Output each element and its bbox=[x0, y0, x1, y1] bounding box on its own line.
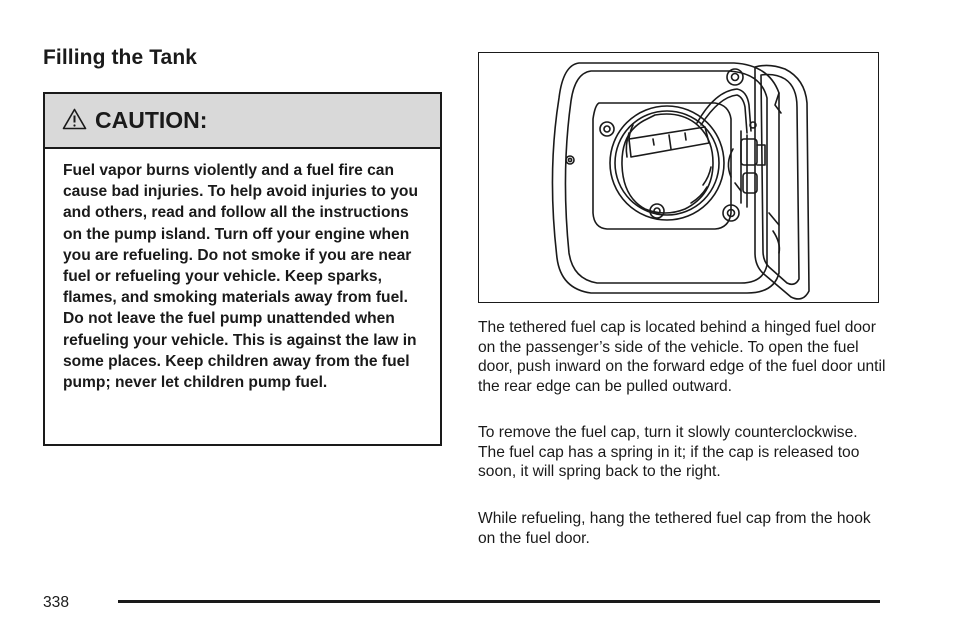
caution-title: CAUTION: bbox=[95, 107, 208, 133]
fuel-door-illustration bbox=[478, 52, 879, 303]
paragraph-remove-fuel-cap: To remove the fuel cap, turn it slowly counterclockwise. The fuel cap has a spring in it; if the cap is released too soon, it will spring back to the right. bbox=[478, 424, 860, 481]
caution-box bbox=[43, 92, 442, 446]
paragraph-hang-cap: While refueling, hang the tethered fuel cap from the hook on the fuel door. bbox=[478, 510, 871, 547]
caution-text: Fuel vapor burns violently and a fuel fire can cause bad injuries. To help avoid injuries to you and others, read and follow all the instructions on the pump island. Turn off your engine when you are refueling. Do not smoke if you are near fuel or refueling your vehicle. Keep sparks, flames, and smoking materials away from fuel. Do not leave the fuel pump unattended when refueling your vehicle. This is against the law in some places. Keep children away from the fuel pump; never let children pump fuel. bbox=[63, 162, 418, 392]
caution-header bbox=[45, 94, 440, 149]
warning-triangle-icon bbox=[62, 108, 87, 130]
fuel-door-drawing bbox=[479, 53, 877, 301]
footer-rule bbox=[118, 600, 880, 603]
section-title: Filling the Tank bbox=[43, 46, 198, 69]
page-number: 338 bbox=[43, 594, 70, 611]
paragraph-fuel-door-location: The tethered fuel cap is located behind a hinged fuel door on the passenger’s side of the vehicle. To open the fuel door, push inward on the forward edge of the fuel door until the rear edge can be pulled outward. bbox=[478, 319, 886, 395]
